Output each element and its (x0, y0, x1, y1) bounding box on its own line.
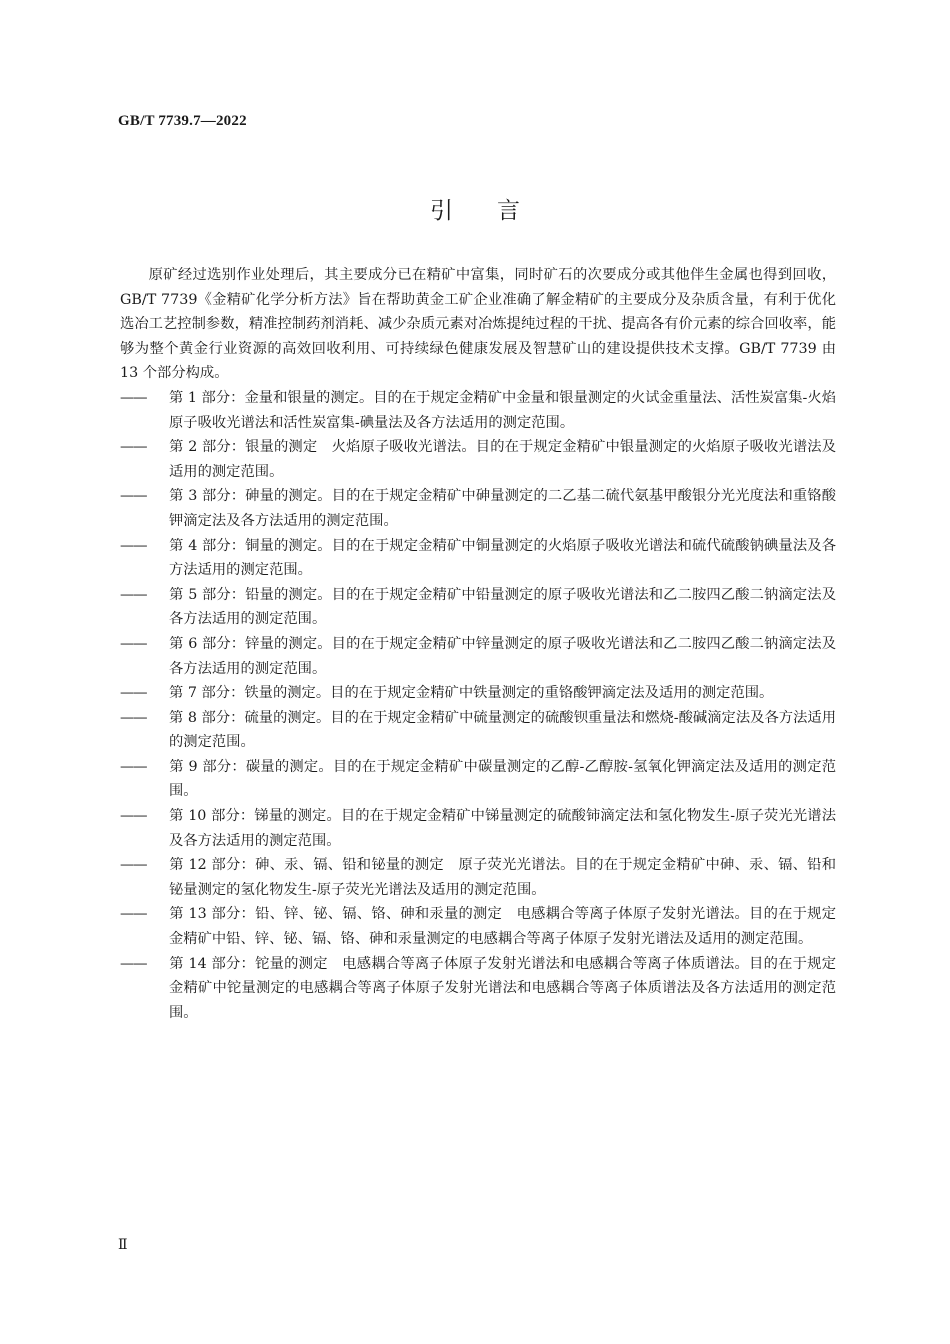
list-item (120, 386, 836, 435)
list-dash: —— (120, 488, 147, 505)
parts-list (120, 386, 836, 1025)
list-item-text: 第 9 部分：碳量的测定。目的在于规定金精矿中碳量测定的乙醇-乙醇胺-氢氧化钾滴定法及适用的测定范围。 (169, 758, 836, 800)
list-dash: —— (120, 758, 147, 775)
standard-code: GB/T 7739.7—2022 (118, 113, 247, 129)
list-item (120, 804, 836, 853)
list-item-text: 第 8 部分：硫量的测定。目的在于规定金精矿中硫量测定的硫酸钡重量法和燃烧-酸碱滴定法及各方法适用的测定范围。 (169, 709, 836, 751)
list-item (120, 484, 836, 533)
list-item-text: 第 3 部分：砷量的测定。目的在于规定金精矿中砷量测定的二乙基二硫代氨基甲酸银分光光度法和重铬酸钾滴定法及各方法适用的测定范围。 (169, 488, 836, 529)
list-item-text: 第 13 部分：铅、锌、铋、镉、铬、砷和汞量的测定 电感耦合等离子体原子发射光谱法。目的在于规定金精矿中铅、锌、铋、镉、铬、砷和汞量测定的电感耦合等离子体原子发射光谱法及适用的测定范围。 (169, 906, 836, 948)
intro-paragraph: 原矿经过选别作业处理后，其主要成分已在精矿中富集，同时矿石的次要成分或其他伴生金属也得到回收，GB/T 7739《金精矿化学分析方法》旨在帮助黄金工矿企业准确了解金精矿的主要成分及杂质含量，有利于优化选冶工艺控制参数，精准控制药剂消耗、减少杂质元素对冶炼提纯过程的干扰、提高各有价元素的综合回收率，能够为整个黄金行业资源的高效回收利用、可持续绿色健康发展及智慧矿山的建设提供技术支撑。GB/T 7739 由 13 个部分构成。 (120, 267, 836, 382)
list-item-text: 第 14 部分：铊量的测定 电感耦合等离子体原子发射光谱法和电感耦合等离子体质谱法。目的在于规定金精矿中铊量测定的电感耦合等离子体原子发射光谱法和电感耦合等离子体质谱法及各方法适用的测定范围。 (169, 955, 836, 1021)
list-dash: —— (120, 685, 147, 702)
list-dash: —— (120, 857, 147, 874)
list-dash: —— (120, 537, 147, 554)
list-item (120, 534, 836, 583)
list-dash: —— (120, 439, 147, 456)
page-number: Ⅱ (118, 1238, 128, 1253)
list-dash: —— (120, 389, 147, 406)
list-item-text: 第 4 部分：铜量的测定。目的在于规定金精矿中铜量测定的火焰原子吸收光谱法和硫代硫酸钠碘量法及各方法适用的测定范围。 (169, 537, 836, 579)
list-dash: —— (120, 955, 147, 972)
list-item (120, 706, 836, 755)
list-item-text: 第 7 部分：铁量的测定。目的在于规定金精矿中铁量测定的重铬酸钾滴定法及适用的测定范围。 (169, 685, 774, 702)
list-item-text: 第 10 部分：锑量的测定。目的在于规定金精矿中锑量测定的硫酸铈滴定法和氢化物发生-原子荧光光谱法及各方法适用的测定范围。 (169, 808, 836, 849)
list-item (120, 632, 836, 681)
list-item (120, 952, 836, 1026)
list-item (120, 583, 836, 632)
document-body (120, 263, 836, 1025)
list-item-text: 第 6 部分：锌量的测定。目的在于规定金精矿中锌量测定的原子吸收光谱法和乙二胺四乙酸二钠滴定法及各方法适用的测定范围。 (169, 635, 836, 677)
list-item-text: 第 1 部分：金量和银量的测定。目的在于规定金精矿中金量和银量测定的火试金重量法、活性炭富集-火焰原子吸收光谱法和活性炭富集-碘量法及各方法适用的测定范围。 (169, 389, 836, 431)
list-item (120, 853, 836, 902)
list-dash: —— (120, 586, 147, 603)
list-item-text: 第 12 部分：砷、汞、镉、铅和铋量的测定 原子荧光光谱法。目的在于规定金精矿中砷、汞、镉、铅和铋量测定的氢化物发生-原子荧光光谱法及适用的测定范围。 (169, 857, 836, 898)
list-item-text: 第 5 部分：铅量的测定。目的在于规定金精矿中铅量测定的原子吸收光谱法和乙二胺四乙酸二钠滴定法及各方法适用的测定范围。 (169, 586, 836, 628)
list-item (120, 681, 836, 706)
list-item (120, 755, 836, 804)
list-dash: —— (120, 635, 147, 652)
list-dash: —— (120, 808, 147, 825)
page-title: 引言 (430, 198, 564, 224)
list-item-text: 第 2 部分：银量的测定 火焰原子吸收光谱法。目的在于规定金精矿中银量测定的火焰原子吸收光谱法及适用的测定范围。 (169, 439, 836, 480)
list-dash: —— (120, 906, 147, 923)
list-item (120, 435, 836, 484)
list-dash: —— (120, 709, 147, 726)
list-item (120, 902, 836, 951)
